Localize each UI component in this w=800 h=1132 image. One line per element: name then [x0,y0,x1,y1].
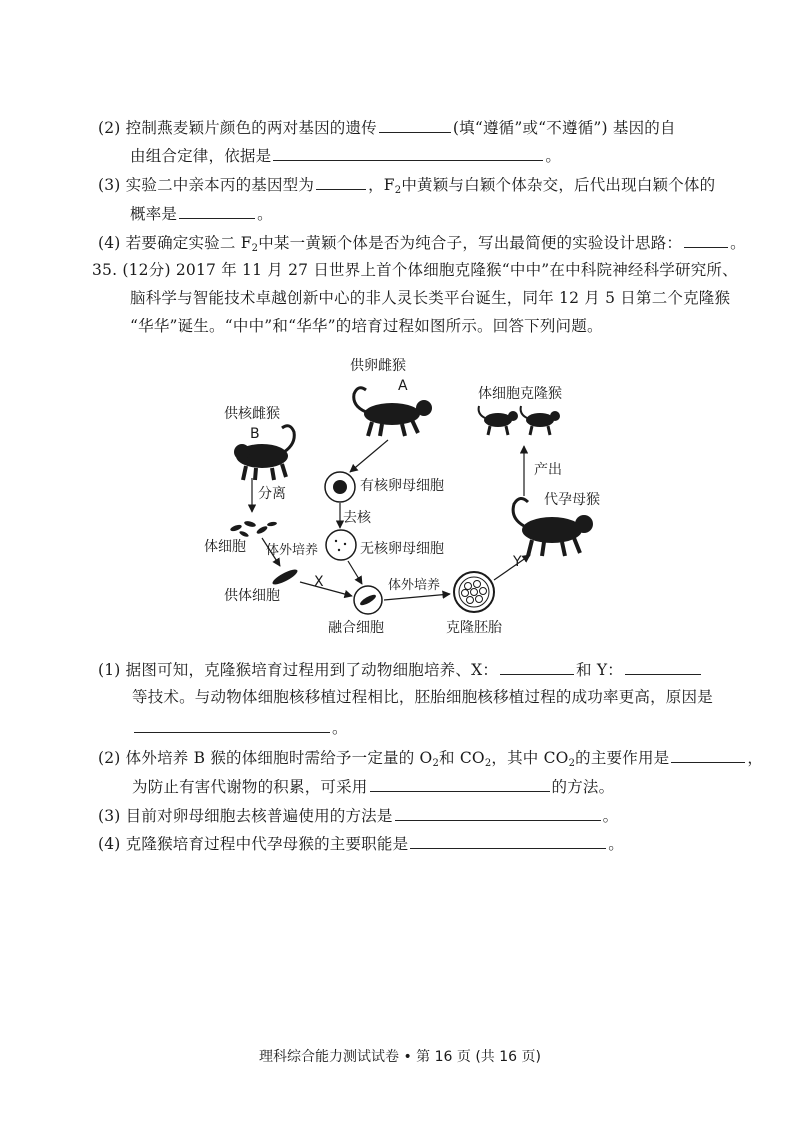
label-enucleated-oocyte: 无核卵母细胞 [360,541,444,557]
monkey-a-icon [354,388,432,436]
q2-line2 [130,144,561,166]
q2-text-a: (2) 控制燕麦颖片颜色的两对基因的遗传 [98,119,377,137]
sub4-text-a: (4) 克隆猴培育过程中代孕母猴的主要职能是 [98,835,409,853]
label-in-vitro-culture-1: 体外培养 [266,543,319,558]
label-somatic-cell: 体细胞 [204,539,246,555]
q3-text-a: (3) 实验二中亲本丙的基因型为 [98,176,315,194]
clone-monkeys-icon [479,406,560,435]
arrow-x [300,582,352,596]
sub2-text-g: 的方法。 [551,778,615,796]
sub2-text-e: ， [747,749,764,767]
sub1-line3 [132,716,348,738]
sub2-text-f: 为防止有害代谢物的积累，可采用 [132,778,368,796]
sub2-text-d: 的主要作用是 [575,749,670,767]
sub4-line [98,832,624,854]
sub2-answer-blank-1[interactable] [671,746,745,763]
label-donor-cell: 供体细胞 [224,588,280,604]
sub2-answer-blank-2[interactable] [370,775,550,792]
sub2-text-a: (2) 体外培养 B 猴的体细胞时需给予一定量的 O [98,749,433,767]
q3-text-c: 中黄颖与白颖个体杂交，后代出现白颖个体的 [401,176,716,194]
fused-cell-icon [354,586,382,614]
cloned-embryo-icon [454,572,494,612]
sub1-answer-blank-y[interactable] [625,658,701,675]
label-enucleation: 去核 [343,510,371,526]
sub1-line2: 等技术。与动物体细胞核移植过程相比，胚胎细胞核移植过程的成功率更高，原因是 [132,688,713,706]
q35-line2: 脑科学与智能技术卓越创新中心的非人灵长类平台诞生，同年 12 月 5 日第二个克隆猴 [130,289,731,307]
label-donor-egg-female: 供卵雌猴 [350,358,406,374]
q2-text-b: (填“遵循”或“不遵循”) 基因的自 [452,119,676,137]
somatic-cells-icon [230,520,278,538]
q3-text-d: 概率是 [130,205,178,223]
q2-text-c: 由组合定律，依据是 [130,147,272,165]
nucleated-oocyte-icon [325,472,355,502]
sub3-text-a: (3) 目前对卵母细胞去核普遍使用的方法是 [98,807,393,825]
sub1-answer-blank-x[interactable] [500,658,574,675]
q4-text-a: (4) 若要确定实验二 F [98,234,252,252]
q4-line [98,231,746,253]
sub3-line [98,804,618,826]
sub4-answer-blank[interactable] [410,832,606,849]
sub1-text-a: (1) 据图可知，克隆猴培育过程用到了动物细胞培养、X： [98,661,499,679]
q3-line2 [130,202,273,224]
q3-answer-blank-2[interactable] [179,202,255,219]
label-produce: 产出 [534,462,562,478]
donor-cell-icon [271,567,299,587]
monkey-b-icon [234,426,294,480]
label-donor-nucleus-female: 供核雌猴 [224,406,280,422]
process-arrows [252,440,530,600]
sub1-answer-blank-reason[interactable] [134,716,330,733]
sub3-text-b: 。 [602,807,619,825]
label-somatic-clone-monkeys: 体细胞克隆猴 [478,386,562,402]
label-a: A [398,378,408,394]
label-fused-cell: 融合细胞 [328,620,384,636]
q3-text-e: 。 [257,205,273,223]
q3-answer-blank-1[interactable] [316,173,366,190]
sub2-sub-co2: 2 [484,758,492,769]
sub1-text-b: 和 Y： [576,661,623,679]
sub3-answer-blank[interactable] [395,804,601,821]
q4-subscript: 2 [251,243,259,254]
label-separation: 分离 [258,486,286,502]
arrow-oocyte-to-fused [348,561,362,584]
arrow-y [494,555,530,580]
sub2-sub-o2: 2 [432,758,440,769]
q2-text-d: 。 [545,147,562,165]
sub1-line1 [98,658,703,680]
label-b: B [250,426,260,442]
arrow-culture-to-embryo [384,594,450,600]
label-in-vitro-culture-2: 体外培养 [388,578,441,593]
arrow-a-to-oocyte [350,440,388,472]
sub2-line2 [132,775,614,797]
q4-text-c: 。 [730,234,746,252]
sub4-text-b: 。 [608,835,624,853]
label-nucleated-oocyte: 有核卵母细胞 [360,478,444,494]
q4-answer-blank[interactable] [684,231,728,248]
q4-text-b: 中某一黄颖个体是否为纯合子，写出最简便的实验设计思路： [258,234,683,252]
label-cloned-embryo: 克隆胚胎 [446,620,502,636]
q35-line3: “华华”诞生。“中中”和“华华”的培育过程如图所示。回答下列问题。 [130,317,603,335]
q3-line1 [98,173,715,195]
q2-line1 [98,116,676,138]
page-footer: 理科综合能力测试试卷 • 第 16 页 (共 16 页) [259,1049,541,1065]
sub2-line1 [98,746,763,768]
enucleated-oocyte-icon [326,530,356,560]
sub2-sub-co2-b: 2 [568,758,576,769]
q3-subscript: 2 [394,185,402,196]
q2-answer-blank-1[interactable] [379,116,451,133]
label-surrogate-mother: 代孕母猴 [544,492,600,508]
q3-text-b: ，F [368,176,395,194]
q35-line1: 35. (12分) 2017 年 11 月 27 日世界上首个体细胞克隆猴“中中”在中科院神经科学研究所、 [92,261,738,279]
label-y: Y [513,554,522,570]
sub1-text-c: 。 [332,719,348,737]
sub2-text-c: ，其中 CO [491,749,569,767]
label-x: X [314,574,324,590]
sub2-text-b: 和 CO [439,749,485,767]
q2-answer-blank-2[interactable] [273,144,543,161]
